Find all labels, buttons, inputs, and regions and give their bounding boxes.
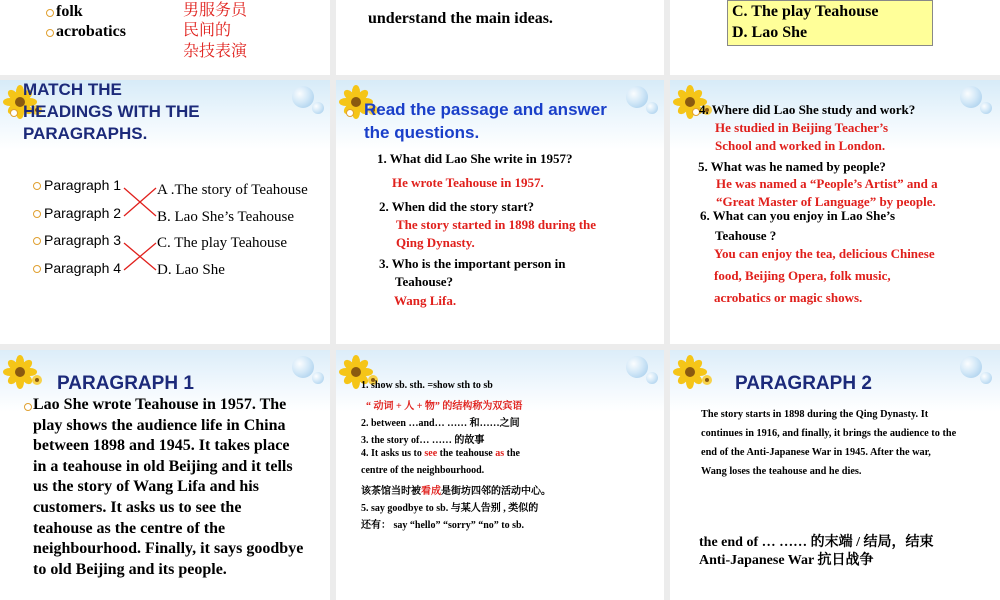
answer: He was named a “People’s Artist” and a — [716, 176, 938, 191]
slide-title: PARAGRAPHS. — [23, 124, 148, 143]
slide-title: PARAGRAPH 2 — [735, 373, 872, 394]
note-line: “ 动词 + 人 + 物” 的结构称为双宾语 — [366, 401, 523, 412]
answer: You can enjoy the tea, delicious Chinese — [714, 246, 935, 261]
slide-title: PARAGRAPH 1 — [57, 373, 194, 394]
slide-language-notes — [336, 350, 664, 600]
sunflower-icon — [2, 354, 44, 390]
bubble-icon — [646, 102, 658, 114]
option-d: D. Lao She — [732, 24, 808, 41]
question: Teahouse? — [395, 274, 454, 289]
note-line: 3. the story of… …… 的故事 — [361, 435, 485, 446]
paragraph-label: Paragraph 4 — [44, 260, 122, 276]
bubble-icon — [626, 356, 648, 378]
vocab-note: Anti-Japanese War 抗日战争 — [699, 553, 874, 568]
text-line: neighbourhood. Finally, it says goodbye — [33, 540, 304, 558]
slide-match-headings — [0, 80, 330, 344]
bullet-icon — [33, 210, 41, 218]
question: 6. What can you enjoy in Lao She’s — [700, 208, 896, 223]
vocab-meaning: 民间的 — [183, 22, 232, 39]
answer: “Great Master of Language” by people. — [716, 194, 936, 209]
heading-option: B. Lao She’s Teahouse — [157, 209, 294, 225]
note-text: 是街坊四邻的活动中心。 — [441, 486, 551, 497]
note-text: the teahouse — [437, 448, 496, 459]
note-highlight: 看成 — [421, 486, 441, 497]
text-line: to old Beijing and its people. — [33, 560, 227, 578]
answer: He studied in Beijing Teacher’s — [715, 120, 889, 135]
bullet-icon — [46, 9, 54, 17]
note-line — [361, 482, 551, 497]
text-line: Lao She wrote Teahouse in 1957. The — [33, 396, 287, 413]
option-c: C. The play Teahouse — [732, 3, 879, 20]
answer: The story started in 1898 during the — [396, 217, 597, 232]
paragraph-text — [701, 405, 956, 481]
text-line: continues in 1916, and finally, it brings the audience to the — [701, 428, 957, 439]
question: 1. What did Lao She write in 1957? — [377, 151, 573, 166]
answer: Qing Dynasty. — [396, 235, 475, 250]
note-text: the — [504, 448, 520, 459]
text-line: teahouse as the centre of the — [33, 519, 226, 537]
heading-option: D. Lao She — [157, 262, 225, 278]
text-line: play shows the audience life in China — [33, 416, 286, 434]
bullet-icon — [346, 109, 354, 117]
vocab-meaning: 杂技表演 — [183, 43, 248, 60]
paragraph-label: Paragraph 3 — [44, 232, 122, 248]
text-line: customers. It asks us to see the — [33, 498, 242, 516]
note-highlight: see — [424, 448, 438, 459]
note-line: centre of the neighbourhood. — [361, 465, 485, 476]
text-line: Wang loses the teahouse and he dies. — [701, 466, 862, 477]
answer: acrobatics or magic shows. — [714, 290, 863, 305]
slide-title: Read the passage and answer — [364, 100, 607, 119]
vocab-meaning: 男服务员 — [183, 2, 248, 19]
slide-questions-1 — [336, 80, 664, 344]
slide-questions-2 — [670, 80, 1000, 344]
question: 4. Where did Lao She study and work? — [699, 102, 916, 117]
bubble-icon — [312, 372, 324, 384]
vocab-note: the end of … …… 的末端 / 结局，结束 — [699, 535, 934, 550]
note-line: 1. show sb. sth. =show sth to sb — [361, 380, 493, 391]
bubble-icon — [312, 102, 324, 114]
vocab-word: acrobatics — [56, 23, 126, 40]
answer: Wang Lifa. — [394, 293, 457, 308]
slide-title: MATCH THE — [23, 80, 122, 99]
answer: He wrote Teahouse in 1957. — [392, 175, 544, 190]
bullet-icon — [33, 265, 41, 273]
note-line: 还有： say “hello” “sorry” “no” to sb. — [361, 520, 525, 531]
bubble-icon — [292, 356, 314, 378]
bullet-icon — [10, 109, 18, 117]
slide-title: HEADINGS WITH THE — [23, 102, 200, 121]
match-lines — [118, 180, 168, 280]
bullet-icon — [46, 29, 54, 37]
note-text: 4. It asks us to — [361, 448, 425, 459]
bubble-icon — [292, 86, 314, 108]
note-highlight: as — [495, 448, 505, 459]
heading-option: A .The story of Teahouse — [157, 182, 308, 198]
slide-top-right — [670, 0, 1000, 75]
bubble-icon — [960, 356, 982, 378]
paragraph-text — [33, 395, 303, 580]
bubble-icon — [646, 372, 658, 384]
bubble-icon — [980, 372, 992, 384]
answer: School and worked in London. — [715, 138, 886, 153]
slide-vocab-top — [0, 0, 330, 75]
bullet-icon — [33, 237, 41, 245]
heading-option: C. The play Teahouse — [157, 235, 288, 251]
paragraph-label: Paragraph 2 — [44, 205, 122, 221]
sunflower-icon — [672, 354, 714, 390]
question: 2. When did the story start? — [379, 199, 535, 214]
note-text: 该茶馆当时被 — [361, 486, 421, 497]
question: 3. Who is the important person in — [379, 256, 566, 271]
answer: food, Beijing Opera, folk music, — [714, 268, 891, 283]
slide-paragraph-1 — [0, 350, 330, 600]
slide-title: the questions. — [364, 123, 480, 142]
vocab-word: folk — [56, 3, 83, 20]
text-line: between 1898 and 1945. It takes place — [33, 437, 290, 455]
bullet-icon — [33, 182, 41, 190]
question: 5. What was he named by people? — [698, 159, 886, 174]
text-line: in a teahouse in old Beijing and it tells — [33, 457, 293, 475]
note-line — [361, 448, 520, 459]
bubble-icon — [960, 86, 982, 108]
note-line: 2. between …and… …… 和……之间 — [361, 418, 520, 429]
bullet-icon — [24, 403, 32, 411]
text-line: us the story of Wang Lifa and his — [33, 478, 259, 496]
paragraph-label: Paragraph 1 — [44, 177, 122, 193]
bubble-icon — [626, 86, 648, 108]
slide-top-middle — [336, 0, 664, 75]
bubble-icon — [980, 102, 992, 114]
text-line: end of the Anti-Japanese War in 1945. After the war, — [701, 447, 931, 458]
note-line: 5. say goodbye to sb. 与某人告别 , 类似的 — [361, 503, 539, 514]
question: Teahouse ? — [715, 228, 777, 243]
body-text: understand the main ideas. — [368, 10, 553, 27]
text-line: The story starts in 1898 during the Qing Dynasty. It — [701, 409, 929, 420]
slide-paragraph-2 — [670, 350, 1000, 600]
answer-box — [727, 0, 933, 46]
